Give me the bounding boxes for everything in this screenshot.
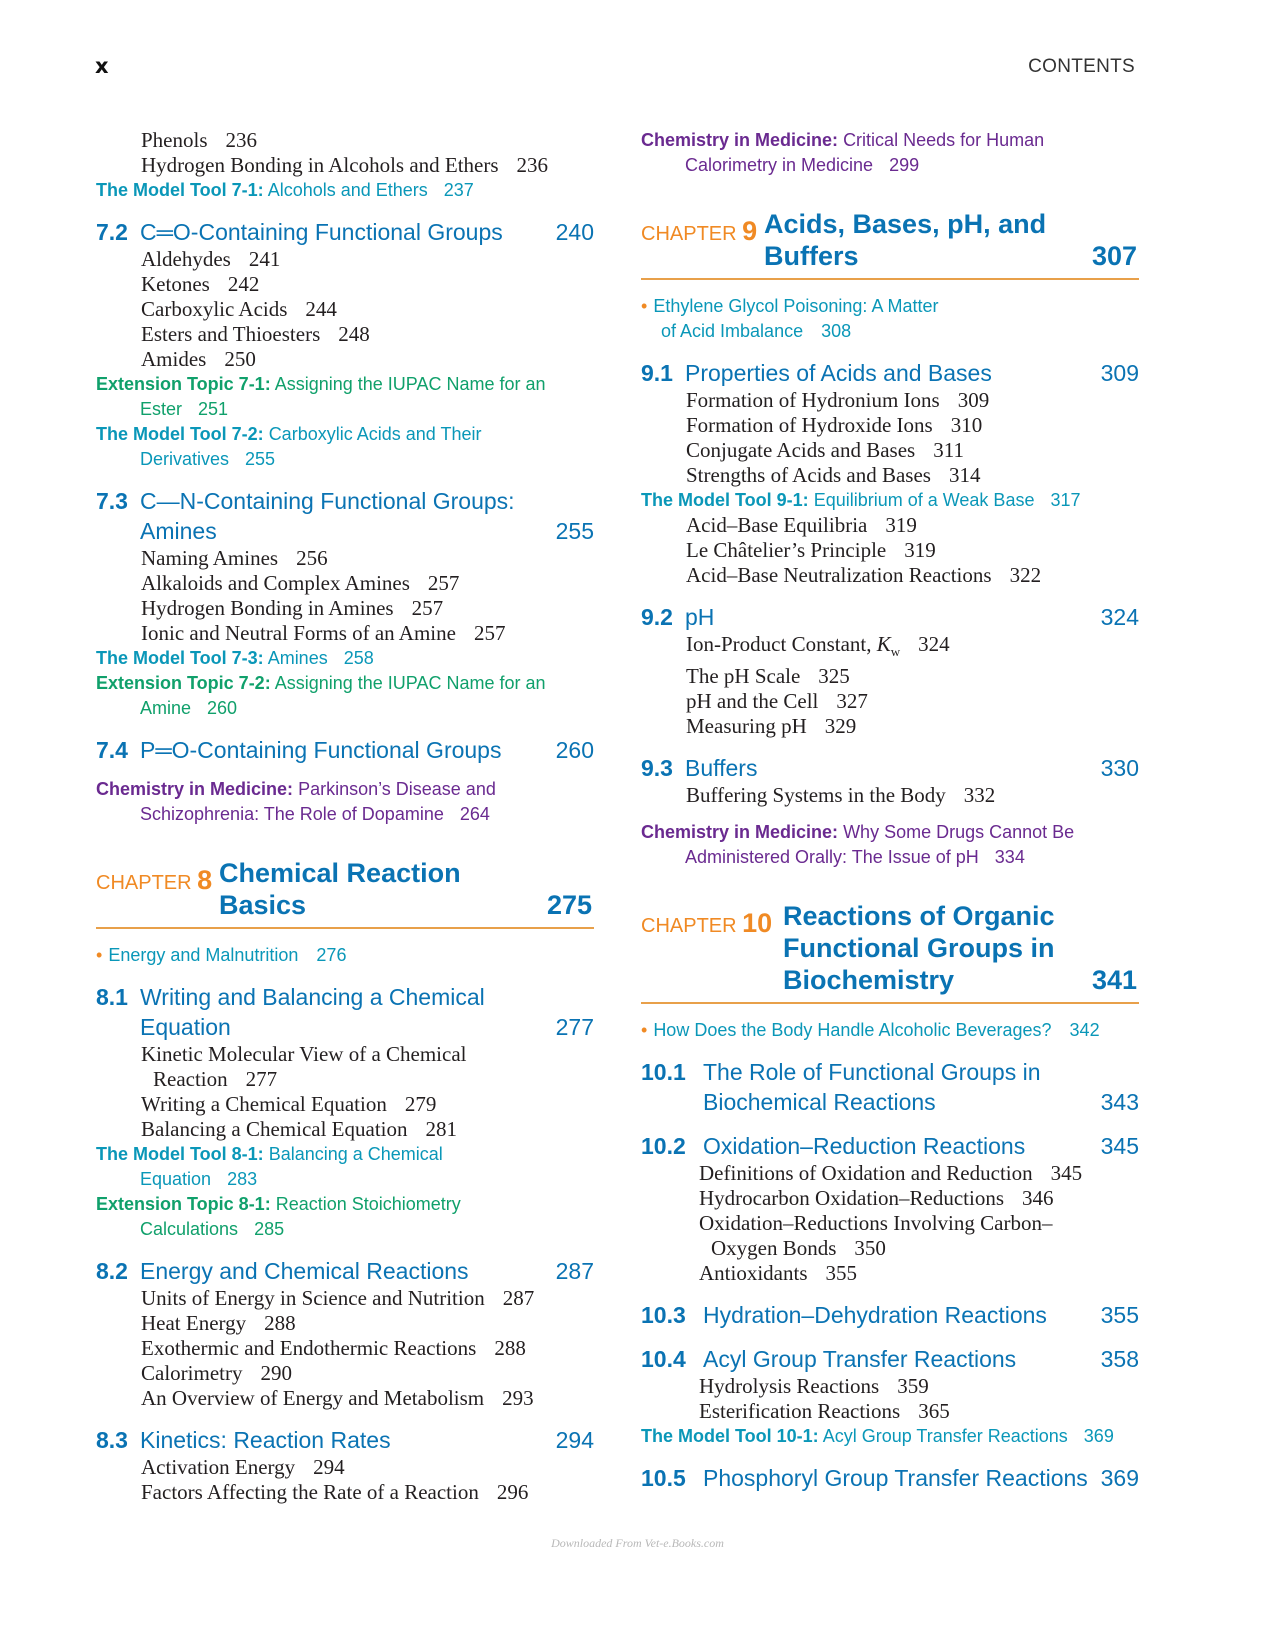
toc-entry[interactable]: Acid–Base Neutralization Reactions 322 bbox=[686, 563, 1042, 587]
running-head: CONTENTS bbox=[1028, 56, 1135, 77]
toc-entry[interactable]: The pH Scale 325 bbox=[686, 664, 850, 689]
model-tool-9-1[interactable]: The Model Tool 9-1: Equilibrium of a Weak Base 317 bbox=[641, 490, 1081, 510]
model-tool-7-3[interactable]: The Model Tool 7-3: Amines 258 bbox=[96, 648, 374, 668]
toc-left-column bbox=[96, 128, 594, 1505]
toc-entry[interactable]: Carboxylic Acids 244 bbox=[141, 297, 337, 321]
section-10-1[interactable]: 10.1 The Role of Functional Groups in Biochemical Reactions 343 bbox=[641, 1059, 1139, 1116]
page-header bbox=[95, 54, 1135, 84]
chemistry-in-medicine-ph[interactable]: Chemistry in Medicine: Why Some Drugs Cannot Be Administered Orally: The Issue of pH 334 bbox=[641, 822, 1075, 868]
chemistry-in-medicine-parkinsons[interactable]: Chemistry in Medicine: Parkinson’s Disease and Schizophrenia: The Role of Dopamine 264 bbox=[96, 779, 496, 824]
toc-entry[interactable]: Antioxidants 355 bbox=[699, 1261, 857, 1286]
chapter-8-opener[interactable]: • Energy and Malnutrition 276 bbox=[96, 945, 347, 965]
toc-entry[interactable]: Exothermic and Endothermic Reactions 288 bbox=[141, 1336, 526, 1360]
toc-entry[interactable]: Esters and Thioesters 248 bbox=[141, 322, 370, 346]
toc-entry[interactable]: Hydrolysis Reactions 359 bbox=[699, 1374, 929, 1399]
toc-entry[interactable]: Acid–Base Equilibria 319 bbox=[686, 513, 917, 537]
toc-entry[interactable]: Calorimetry 290 bbox=[141, 1361, 292, 1385]
section-10-3[interactable]: 10.3 Hydration–Dehydration Reactions 355 bbox=[641, 1302, 1139, 1329]
extension-topic-8-1[interactable]: Extension Topic 8-1: Reaction Stoichiometry Calculations 285 bbox=[96, 1194, 461, 1239]
toc-right-column bbox=[641, 128, 1139, 1493]
chapter-10-opener[interactable]: • How Does the Body Handle Alcoholic Beverages? 342 bbox=[641, 1020, 1100, 1041]
section-7-3[interactable]: 7.3 C—N-Containing Functional Groups: Amines 255 bbox=[96, 488, 594, 544]
section-9-2[interactable]: 9.2 pH 324 bbox=[641, 604, 1139, 630]
toc-entry[interactable]: Units of Energy in Science and Nutrition 287 bbox=[141, 1286, 535, 1310]
model-tool-7-2[interactable]: The Model Tool 7-2: Carboxylic Acids and Their Derivatives 255 bbox=[96, 424, 482, 469]
toc-entry[interactable]: Amides 250 bbox=[141, 347, 256, 371]
page-number: x bbox=[95, 54, 109, 78]
toc-entry[interactable]: Aldehydes 241 bbox=[141, 247, 281, 271]
chapter-8-heading[interactable]: CHAPTER 8 Chemical Reaction Basics 275 bbox=[96, 857, 594, 929]
toc-entry[interactable]: Hydrogen Bonding in Amines 257 bbox=[141, 596, 444, 620]
section-9-1[interactable]: 9.1 Properties of Acids and Bases 309 bbox=[641, 360, 1139, 386]
toc-entry[interactable]: Ionic and Neutral Forms of an Amine 257 bbox=[141, 621, 506, 645]
extension-topic-7-1[interactable]: Extension Topic 7-1: Assigning the IUPAC Name for an Ester 251 bbox=[96, 374, 546, 419]
toc-entry[interactable]: Heat Energy 288 bbox=[141, 1311, 296, 1335]
toc-entry[interactable]: Formation of Hydroxide Ions 310 bbox=[686, 413, 983, 437]
toc-entry[interactable]: Strengths of Acids and Bases 314 bbox=[686, 463, 981, 487]
toc-entry[interactable]: Balancing a Chemical Equation 281 bbox=[141, 1117, 457, 1141]
section-7-4[interactable]: 7.4 P═O-Containing Functional Groups 260 bbox=[96, 737, 594, 763]
toc-entry[interactable]: Buffering Systems in the Body 332 bbox=[686, 783, 996, 808]
section-10-2[interactable]: 10.2 Oxidation–Reduction Reactions 345 bbox=[641, 1133, 1139, 1160]
chapter-10-heading[interactable]: CHAPTER 10 Reactions of Organic Functional Groups in Biochemistry 341 bbox=[641, 900, 1139, 1004]
section-7-2[interactable]: 7.2 C═O-Containing Functional Groups 240 bbox=[96, 219, 594, 245]
toc-entry[interactable]: Factors Affecting the Rate of a Reaction 296 bbox=[141, 1480, 529, 1504]
toc-entry[interactable]: Oxidation–Reductions Involving Carbon– Oxygen Bonds 350 bbox=[699, 1211, 1053, 1261]
extension-topic-7-2[interactable]: Extension Topic 7-2: Assigning the IUPAC Name for an Amine 260 bbox=[96, 673, 546, 718]
download-watermark: Downloaded From Vet-e.Books.com bbox=[551, 1536, 724, 1550]
toc-entry[interactable]: Ion-Product Constant, $K_w$ 324 bbox=[686, 632, 950, 660]
toc-entry[interactable]: pH and the Cell 327 bbox=[686, 689, 868, 714]
toc-entry[interactable]: Esterification Reactions 365 bbox=[699, 1399, 950, 1424]
section-10-5[interactable]: 10.5 Phosphoryl Group Transfer Reactions 369 bbox=[641, 1465, 1139, 1492]
toc-entry[interactable]: Measuring pH 329 bbox=[686, 714, 857, 739]
chapter-9-opener[interactable]: • Ethylene Glycol Poisoning: A Matter of Acid Imbalance 308 bbox=[641, 296, 939, 341]
section-8-2[interactable]: 8.2 Energy and Chemical Reactions 287 bbox=[96, 1258, 594, 1284]
toc-entry[interactable]: Definitions of Oxidation and Reduction 345 bbox=[699, 1161, 1083, 1186]
section-8-1[interactable]: 8.1 Writing and Balancing a Chemical Equation 277 bbox=[96, 984, 594, 1040]
toc-entry[interactable]: Hydrocarbon Oxidation–Reductions 346 bbox=[699, 1186, 1054, 1211]
chapter-9-heading[interactable]: CHAPTER 9 Acids, Bases, pH, and Buffers 307 bbox=[641, 208, 1139, 280]
model-tool-7-1[interactable]: The Model Tool 7-1: Alcohols and Ethers 237 bbox=[96, 180, 474, 200]
toc-entry[interactable]: Le Châtelier’s Principle 319 bbox=[686, 538, 936, 562]
section-9-3[interactable]: 9.3 Buffers 330 bbox=[641, 755, 1139, 782]
toc-entry[interactable]: Formation of Hydronium Ions 309 bbox=[686, 388, 990, 412]
model-tool-8-1[interactable]: The Model Tool 8-1: Balancing a Chemical Equation 283 bbox=[96, 1144, 443, 1189]
toc-entry[interactable]: Naming Amines 256 bbox=[141, 546, 328, 570]
toc-entry[interactable]: Alkaloids and Complex Amines 257 bbox=[141, 571, 460, 595]
chemistry-in-medicine-calorimetry[interactable]: Chemistry in Medicine: Critical Needs for Human Calorimetry in Medicine 299 bbox=[641, 130, 1045, 175]
toc-entry[interactable]: Ketones 242 bbox=[141, 272, 260, 296]
section-10-4[interactable]: 10.4 Acyl Group Transfer Reactions 358 bbox=[641, 1346, 1139, 1373]
section-8-3[interactable]: 8.3 Kinetics: Reaction Rates 294 bbox=[96, 1427, 594, 1453]
toc-entry[interactable]: Kinetic Molecular View of a Chemical Reaction 277 bbox=[141, 1042, 467, 1091]
toc-entry[interactable]: Conjugate Acids and Bases 311 bbox=[686, 438, 964, 462]
model-tool-10-1[interactable]: The Model Tool 10-1: Acyl Group Transfer Reactions 369 bbox=[641, 1426, 1114, 1447]
toc-entry[interactable]: Activation Energy 294 bbox=[141, 1455, 345, 1479]
toc-entry[interactable]: Writing a Chemical Equation 279 bbox=[141, 1092, 437, 1116]
toc-entry[interactable]: Hydrogen Bonding in Alcohols and Ethers 236 bbox=[141, 153, 549, 177]
toc-entry[interactable]: Phenols 236 bbox=[141, 128, 258, 152]
toc-entry[interactable]: An Overview of Energy and Metabolism 293 bbox=[141, 1386, 534, 1410]
